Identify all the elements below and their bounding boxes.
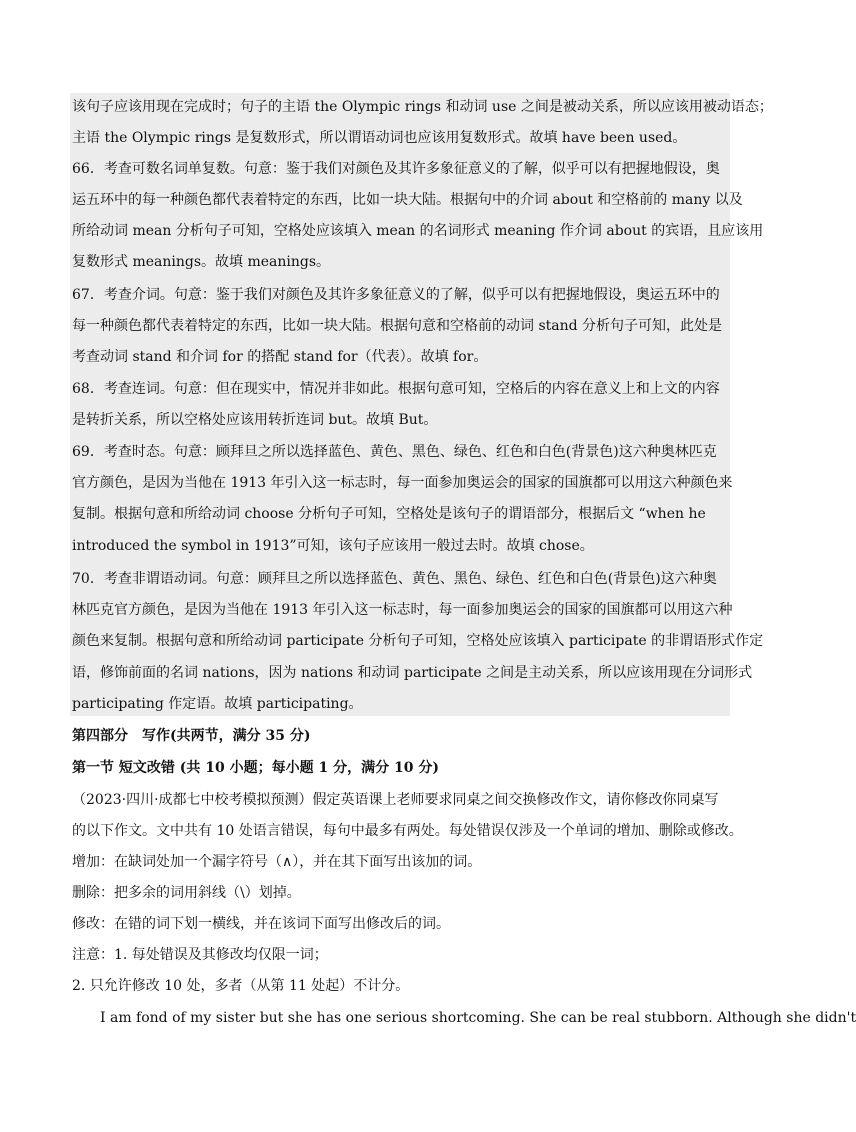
analysis-line: participating 作定语。故填 participating。 bbox=[72, 696, 363, 712]
answer-analysis-block bbox=[70, 93, 773, 716]
analysis-line: 70．考查非谓语动词。句意：顾拜旦之所以选择蓝色、黄色、黑色、绿色、红色和白色(背景色)这六种奥 bbox=[72, 571, 717, 587]
section1-heading: 第一节 短文改错 (共 10 小题；每小题 1 分，满分 10 分) bbox=[72, 760, 439, 776]
analysis-line: 66．考查可数名词单复数。句意：鉴于我们对颜色及其许多象征意义的了解，似乎可以有把握地假设，奥 bbox=[72, 161, 720, 177]
passage-text: I am fond of my sister but she has one serious shortcoming. She can be real stubborn. Although she didn't bbox=[100, 1010, 856, 1026]
part4-heading: 第四部分 写作(共两节，满分 35 分) bbox=[72, 728, 311, 744]
analysis-line: 每一种颜色都代表着特定的东西，比如一块大陆。根据句意和空格前的动词 stand 分析句子可知，此处是 bbox=[72, 318, 723, 334]
analysis-line: 是转折关系，所以空格处应该用转折连词 but。故填 But。 bbox=[72, 412, 438, 428]
analysis-line: 语，修饰前面的名词 nations，因为 nations 和动词 participate 之间是主动关系，所以应该用现在分词形式 bbox=[72, 665, 753, 681]
instruction-line: 的以下作文。文中共有 10 处语言错误，每句中最多有两处。每处错误仅涉及一个单词的增加、删除或修改。 bbox=[72, 823, 743, 839]
instruction-line: 修改：在错的词下划一横线，并在该词下面写出修改后的词。 bbox=[72, 916, 450, 932]
instruction-line: 增加：在缺词处加一个漏字符号（∧），并在其下面写出该加的词。 bbox=[72, 854, 482, 870]
instruction-line: 2. 只允许修改 10 处，多者（从第 11 处起）不计分。 bbox=[72, 978, 410, 994]
instruction-line: 注意：1. 每处错误及其修改均仅限一词； bbox=[72, 947, 328, 963]
analysis-line: 该句子应该用现在完成时；句子的主语 the Olympic rings 和动词 use 之间是被动关系，所以应该用被动语态； bbox=[72, 99, 773, 115]
analysis-line: 68．考查连词。句意：但在现实中，情况并非如此。根据句意可知，空格后的内容在意义上和上文的内容 bbox=[72, 381, 720, 397]
instruction-line: （2023·四川·成都七中校考模拟预测）假定英语课上老师要求同桌之间交换修改作文，请你修改你同桌写 bbox=[72, 792, 719, 808]
analysis-line: 颜色来复制。根据句意和所给动词 participate 分析句子可知，空格处应该填入 participate 的非谓语形式作定 bbox=[72, 633, 764, 649]
analysis-line: 林匹克官方颜色，是因为当他在 1913 年引入这一标志时，每一面参加奥运会的国家的国旗都可以用这六种 bbox=[72, 602, 733, 618]
analysis-line: 考查动词 stand 和介词 for 的搭配 stand for（代表）。故填 for。 bbox=[72, 349, 488, 365]
analysis-line: 运五环中的每一种颜色都代表着特定的东西，比如一块大陆。根据句中的介词 about 和空格前的 many 以及 bbox=[72, 192, 743, 208]
analysis-line: introduced the symbol in 1913”可知，该句子应该用一般过去时。故填 chose。 bbox=[72, 538, 594, 554]
analysis-line: 所给动词 mean 分析句子可知，空格处应该填入 mean 的名词形式 meaning 作介词 about 的宾语，且应该用 bbox=[72, 223, 764, 239]
analysis-line: 69．考查时态。句意：顾拜旦之所以选择蓝色、黄色、黑色、绿色、红色和白色(背景色)这六种奥林匹克 bbox=[72, 444, 717, 460]
instruction-line: 删除：把多余的词用斜线（\）划掉。 bbox=[72, 885, 301, 901]
analysis-line: 67．考查介词。句意：鉴于我们对颜色及其许多象征意义的了解，似乎可以有把握地假设，奥运五环中的 bbox=[72, 287, 720, 303]
analysis-line: 复制。根据句意和所给动词 choose 分析句子可知，空格处是该句子的谓语部分，根据后文 “when he bbox=[72, 506, 706, 522]
analysis-line: 官方颜色，是因为当他在 1913 年引入这一标志时，每一面参加奥运会的国家的国旗都可以用这六种颜色来 bbox=[72, 475, 733, 491]
analysis-line: 主语 the Olympic rings 是复数形式，所以谓语动词也应该用复数形式。故填 have been used。 bbox=[72, 130, 687, 146]
analysis-line: 复数形式 meanings。故填 meanings。 bbox=[72, 254, 331, 270]
